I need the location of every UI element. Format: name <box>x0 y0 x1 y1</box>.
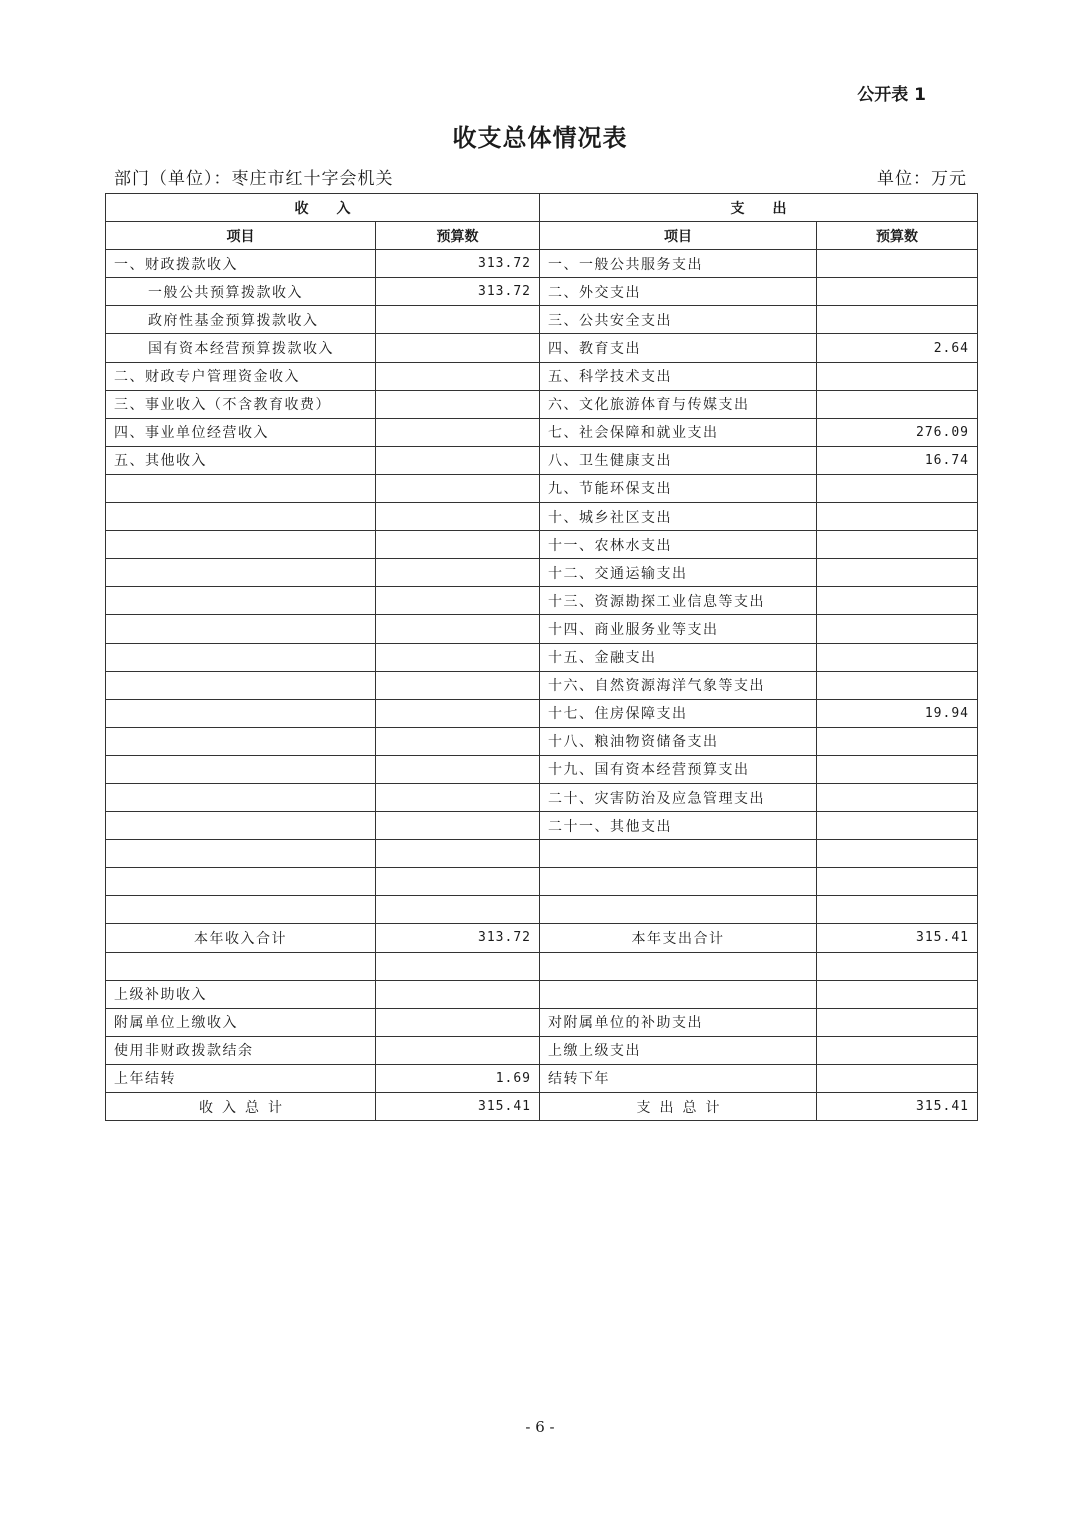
table-row <box>106 868 978 896</box>
income-budget-cell <box>376 615 540 643</box>
income-budget-cell <box>376 643 540 671</box>
expense-item-cell: 十四、商业服务业等支出 <box>540 615 817 643</box>
table-row <box>106 446 978 474</box>
expense-item-cell: 七、社会保障和就业支出 <box>540 418 817 446</box>
unit-label: 单位：万元 <box>877 169 967 189</box>
table-row <box>106 980 978 1008</box>
expense-item-cell: 支出总计 <box>540 1093 817 1121</box>
expense-budget-cell <box>817 1008 978 1036</box>
income-item-cell: 本年收入合计 <box>106 924 376 952</box>
table-row <box>106 1064 978 1092</box>
income-item-cell <box>106 643 376 671</box>
income-item-cell: 三、事业收入（不含教育收费） <box>106 390 376 418</box>
expense-item-cell: 五、科学技术支出 <box>540 362 817 390</box>
income-budget-cell <box>376 980 540 1008</box>
expense-item-cell: 八、卫生健康支出 <box>540 446 817 474</box>
expense-item-cell: 对附属单位的补助支出 <box>540 1008 817 1036</box>
table-row <box>106 587 978 615</box>
income-budget-header: 预算数 <box>376 222 540 250</box>
income-item-cell <box>106 896 376 924</box>
expense-item-cell: 十六、自然资源海洋气象等支出 <box>540 671 817 699</box>
income-budget-cell <box>376 671 540 699</box>
table-row <box>106 503 978 531</box>
expense-budget-cell <box>817 362 978 390</box>
income-budget-cell <box>376 868 540 896</box>
expense-budget-cell <box>817 952 978 980</box>
income-budget-cell <box>376 531 540 559</box>
table-row <box>106 559 978 587</box>
income-budget-cell: 313.72 <box>376 278 540 306</box>
expense-budget-cell <box>817 896 978 924</box>
expense-item-cell: 十五、金融支出 <box>540 643 817 671</box>
income-item-cell <box>106 727 376 755</box>
table-row <box>106 306 978 334</box>
income-item-cell <box>106 840 376 868</box>
expense-budget-cell: 19.94 <box>817 699 978 727</box>
meta-row <box>114 164 967 190</box>
expense-item-cell: 三、公共安全支出 <box>540 306 817 334</box>
expense-budget-cell <box>817 643 978 671</box>
table-row <box>106 727 978 755</box>
expense-budget-cell <box>817 840 978 868</box>
income-budget-cell: 1.69 <box>376 1064 540 1092</box>
income-budget-cell: 313.72 <box>376 250 540 278</box>
income-budget-cell <box>376 952 540 980</box>
income-budget-cell <box>376 503 540 531</box>
income-budget-cell <box>376 896 540 924</box>
expense-budget-cell <box>817 980 978 1008</box>
table-row <box>106 1036 978 1064</box>
table-row <box>106 615 978 643</box>
expense-item-cell: 十三、资源勘探工业信息等支出 <box>540 587 817 615</box>
income-item-cell <box>106 559 376 587</box>
table-row <box>106 671 978 699</box>
expense-item-cell <box>540 868 817 896</box>
expense-budget-cell: 315.41 <box>817 1093 978 1121</box>
table-row <box>106 840 978 868</box>
expense-budget-cell <box>817 559 978 587</box>
income-item-cell <box>106 812 376 840</box>
expense-budget-cell <box>817 587 978 615</box>
income-item-cell: 上级补助收入 <box>106 980 376 1008</box>
income-group-header: 收入 <box>106 194 540 222</box>
income-budget-cell <box>376 783 540 811</box>
table-number: 公开表 1 <box>857 85 926 105</box>
table-row <box>106 924 978 952</box>
table-row <box>106 362 978 390</box>
expense-item-cell <box>540 980 817 1008</box>
income-item-cell: 一般公共预算拨款收入 <box>106 278 376 306</box>
expense-budget-cell: 276.09 <box>817 418 978 446</box>
expense-budget-cell <box>817 868 978 896</box>
expense-budget-cell <box>817 783 978 811</box>
income-budget-cell <box>376 1036 540 1064</box>
budget-table <box>105 193 978 1121</box>
expense-item-cell: 二十一、其他支出 <box>540 812 817 840</box>
income-budget-cell: 315.41 <box>376 1093 540 1121</box>
income-item-cell <box>106 755 376 783</box>
income-item-cell <box>106 783 376 811</box>
group-header-row <box>106 194 978 222</box>
table-row <box>106 699 978 727</box>
income-item-cell: 上年结转 <box>106 1064 376 1092</box>
income-item-cell <box>106 531 376 559</box>
expense-item-cell: 十八、粮油物资储备支出 <box>540 727 817 755</box>
expense-budget-cell: 2.64 <box>817 334 978 362</box>
department-label: 部门（单位）：枣庄市红十字会机关 <box>114 169 394 189</box>
income-item-cell: 一、财政拨款收入 <box>106 250 376 278</box>
expense-item-cell: 六、文化旅游体育与传媒支出 <box>540 390 817 418</box>
expense-item-cell <box>540 840 817 868</box>
income-budget-cell <box>376 474 540 502</box>
income-item-cell: 政府性基金预算拨款收入 <box>106 306 376 334</box>
table-row <box>106 896 978 924</box>
table-row <box>106 952 978 980</box>
expense-item-cell: 上缴上级支出 <box>540 1036 817 1064</box>
income-budget-cell <box>376 812 540 840</box>
table-row <box>106 1008 978 1036</box>
income-item-cell: 使用非财政拨款结余 <box>106 1036 376 1064</box>
table-row <box>106 390 978 418</box>
expense-group-header: 支出 <box>540 194 978 222</box>
income-budget-cell <box>376 418 540 446</box>
table-row <box>106 531 978 559</box>
income-budget-cell <box>376 446 540 474</box>
expense-budget-cell <box>817 727 978 755</box>
table-row <box>106 250 978 278</box>
expense-item-cell: 本年支出合计 <box>540 924 817 952</box>
expense-item-cell: 十、城乡社区支出 <box>540 503 817 531</box>
expense-item-cell: 二、外交支出 <box>540 278 817 306</box>
expense-item-cell: 二十、灾害防治及应急管理支出 <box>540 783 817 811</box>
expense-budget-cell <box>817 503 978 531</box>
income-budget-cell <box>376 559 540 587</box>
table-row <box>106 278 978 306</box>
table-row <box>106 334 978 362</box>
expense-item-cell: 九、节能环保支出 <box>540 474 817 502</box>
expense-budget-cell <box>817 531 978 559</box>
expense-item-cell: 十七、住房保障支出 <box>540 699 817 727</box>
income-budget-cell <box>376 699 540 727</box>
expense-budget-cell <box>817 250 978 278</box>
expense-budget-cell <box>817 812 978 840</box>
expense-item-cell <box>540 896 817 924</box>
expense-item-cell: 结转下年 <box>540 1064 817 1092</box>
expense-budget-header: 预算数 <box>817 222 978 250</box>
income-budget-cell: 313.72 <box>376 924 540 952</box>
income-item-cell: 四、事业单位经营收入 <box>106 418 376 446</box>
income-item-cell <box>106 952 376 980</box>
income-budget-cell <box>376 840 540 868</box>
expense-item-cell: 十九、国有资本经营预算支出 <box>540 755 817 783</box>
income-item-cell: 附属单位上缴收入 <box>106 1008 376 1036</box>
expense-item-cell: 十二、交通运输支出 <box>540 559 817 587</box>
expense-budget-cell <box>817 1064 978 1092</box>
expense-budget-cell <box>817 278 978 306</box>
income-item-cell <box>106 503 376 531</box>
table-row <box>106 1093 978 1121</box>
table-row <box>106 418 978 446</box>
expense-budget-cell <box>817 671 978 699</box>
expense-budget-cell <box>817 390 978 418</box>
income-item-cell <box>106 699 376 727</box>
income-item-cell: 收入总计 <box>106 1093 376 1121</box>
income-budget-cell <box>376 306 540 334</box>
table-row <box>106 755 978 783</box>
table-row <box>106 812 978 840</box>
column-header-row <box>106 222 978 250</box>
expense-item-cell: 十一、农林水支出 <box>540 531 817 559</box>
expense-budget-cell <box>817 1036 978 1064</box>
expense-item-cell: 一、一般公共服务支出 <box>540 250 817 278</box>
expense-budget-cell <box>817 755 978 783</box>
income-item-cell <box>106 671 376 699</box>
income-budget-cell <box>376 334 540 362</box>
income-item-cell: 国有资本经营预算拨款收入 <box>106 334 376 362</box>
income-budget-cell <box>376 1008 540 1036</box>
income-item-header: 项目 <box>106 222 376 250</box>
income-budget-cell <box>376 727 540 755</box>
expense-budget-cell: 16.74 <box>817 446 978 474</box>
expense-item-cell <box>540 952 817 980</box>
income-item-cell <box>106 868 376 896</box>
income-budget-cell <box>376 755 540 783</box>
expense-item-cell: 四、教育支出 <box>540 334 817 362</box>
table-row <box>106 643 978 671</box>
income-budget-cell <box>376 362 540 390</box>
income-item-cell <box>106 474 376 502</box>
income-item-cell: 五、其他收入 <box>106 446 376 474</box>
expense-item-header: 项目 <box>540 222 817 250</box>
expense-budget-cell <box>817 615 978 643</box>
income-budget-cell <box>376 587 540 615</box>
income-item-cell <box>106 615 376 643</box>
income-item-cell: 二、财政专户管理资金收入 <box>106 362 376 390</box>
expense-budget-cell <box>817 474 978 502</box>
income-item-cell <box>106 587 376 615</box>
table-row <box>106 474 978 502</box>
income-budget-cell <box>376 390 540 418</box>
table-body <box>106 250 978 1121</box>
document-title: 收支总体情况表 <box>452 124 628 152</box>
page-number: - 6 - <box>525 1418 555 1436</box>
expense-budget-cell: 315.41 <box>817 924 978 952</box>
table-row <box>106 783 978 811</box>
expense-budget-cell <box>817 306 978 334</box>
